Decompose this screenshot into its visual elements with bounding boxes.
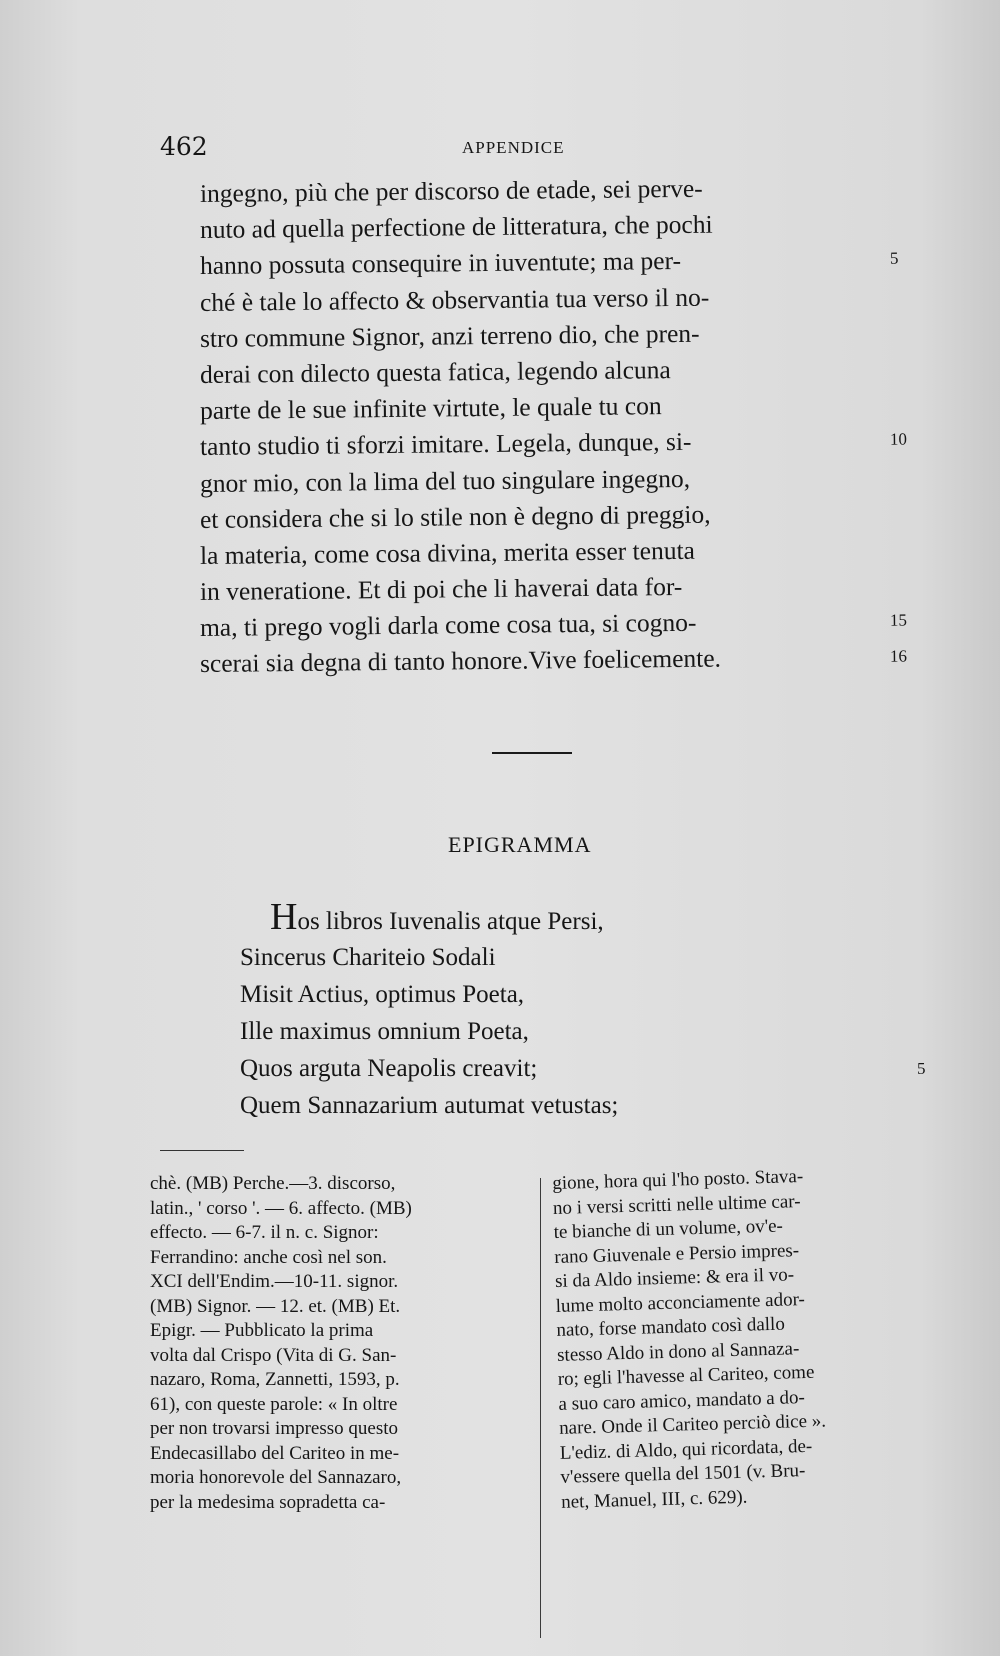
column-divider <box>540 1178 541 1638</box>
note-line: Ferrandino: anche così nel son. <box>150 1246 387 1268</box>
note-line: si da Aldo insieme: & era il vo- <box>554 1264 795 1292</box>
prose-line: stro commune Signor, anzi terreno dio, che pren- <box>199 318 700 353</box>
note-line: moria honorevole del Sannazaro, <box>150 1467 402 1488</box>
prose-line: derai con dilecto questa fatica, legendo alcuna <box>199 355 671 389</box>
note-line: nato, forse mandato così dallo <box>556 1313 786 1341</box>
verse-line: Ille maximus omnium Poeta, <box>240 1018 529 1045</box>
prose-line: gnor mio, con la lima del tuo singulare ingegno, <box>199 463 691 498</box>
verse-line: Quem Sannazarium autumat vetustas; <box>240 1092 619 1119</box>
note-line: XCI dell'Endim.—10-11. signor. <box>150 1271 399 1292</box>
note-line: chè. (MB) Perche.—3. discorso, <box>150 1173 396 1194</box>
footnotes <box>150 1165 940 1642</box>
prose-line: ma, ti prego vogli darla come cosa tua, si cogno- 15 <box>200 603 860 646</box>
line-number: 5 <box>917 1059 926 1078</box>
verse-line: Hos libros Iuvenalis atque Persi, <box>270 896 604 938</box>
page-header <box>160 132 880 172</box>
note-line: stesso Aldo in dono al Sannaza- <box>556 1337 800 1366</box>
prose-line: ingegno, più che per discorso de etade, sei perve- <box>199 173 703 208</box>
footnote-column-right <box>552 1162 936 1515</box>
prose-line: parte de le sue infinite virtute, le quale tu con <box>199 391 662 426</box>
epigram-poem <box>240 896 940 1124</box>
prose-line: scerai sia degna di tanto honore.Vive foelicemente. 16 <box>200 640 860 683</box>
note-line: te bianche di un volume, ov'e- <box>553 1215 784 1243</box>
line-number: 16 <box>889 647 908 667</box>
verse-line: Quos arguta Neapolis creavit; 5 <box>240 1050 940 1087</box>
note-line: nare. Onde il Cariteo perciò dice ». <box>558 1410 827 1439</box>
prose-line: nuto ad quella perfectione de litteratura, che pochi <box>199 209 713 245</box>
running-head: APPENDICE <box>462 138 565 157</box>
note-line: 61), con queste parole: « In oltre <box>150 1393 398 1415</box>
drop-cap: H <box>270 896 298 938</box>
note-line: a suo caro amico, mandato a do- <box>558 1386 806 1415</box>
section-divider <box>492 752 572 754</box>
page-number: 462 <box>160 132 208 161</box>
epigram-title: EPIGRAMMA <box>448 832 592 857</box>
note-line: Epigr. — Pubblicato la prima <box>150 1320 374 1341</box>
footnote-rule <box>160 1150 244 1151</box>
verse-line: Misit Actius, optimus Poeta, <box>240 981 525 1008</box>
prose-line: hanno possuta consequire in iuventute; ma per- 5 <box>200 241 860 284</box>
line-number: 15 <box>889 610 908 631</box>
prose-text <box>199 173 908 683</box>
note-line: effecto. — 6-7. il n. c. Signor: <box>150 1222 379 1243</box>
note-line: net, Manuel, III, c. 629). <box>560 1486 748 1513</box>
prose-line: in veneratione. Et di poi che li haverai data for- <box>199 572 683 607</box>
note-line: gione, hora qui l'ho posto. Stava- <box>552 1165 804 1194</box>
note-line: L'ediz. di Aldo, qui ricordata, de- <box>559 1435 813 1464</box>
note-line: (MB) Signor. — 12. et. (MB) Et. <box>150 1295 401 1317</box>
prose-line: la materia, come cosa divina, merita esser tenuta <box>199 535 696 570</box>
note-line: lume molto acconciamente ador- <box>555 1288 806 1317</box>
footnote-column-left <box>150 1172 525 1515</box>
note-line: no i versi scritti nelle ultime car- <box>552 1190 801 1219</box>
line-number: 5 <box>889 249 899 269</box>
note-line: per non trovarsi impresso questo <box>150 1418 399 1439</box>
prose-line: et considera che si lo stile non è degno di preggio, <box>199 499 711 534</box>
verse-line: Sincerus Chariteio Sodali <box>240 944 496 971</box>
line-number: 10 <box>889 429 908 450</box>
prose-line: tanto studio ti sforzi imitare. Legela, dunque, si- 10 <box>200 422 860 465</box>
note-line: nazaro, Roma, Zannetti, 1593, p. <box>150 1369 400 1390</box>
prose-line: ché è tale lo affecto & observantia tua verso il no- <box>199 282 710 317</box>
note-line: latin., ' corso '. — 6. affecto. (MB) <box>150 1197 412 1219</box>
note-line: ro; egli l'havesse al Cariteo, come <box>557 1361 815 1390</box>
note-line: rano Giuvenale e Persio impres- <box>554 1239 800 1268</box>
note-line: per la medesima sopradetta ca- <box>150 1491 386 1513</box>
note-line: v'essere quella del 1501 (v. Bru- <box>560 1460 806 1488</box>
note-line: volta dal Crispo (Vita di G. San- <box>150 1344 397 1366</box>
note-line: Endecasillabo del Cariteo in me- <box>150 1442 400 1464</box>
